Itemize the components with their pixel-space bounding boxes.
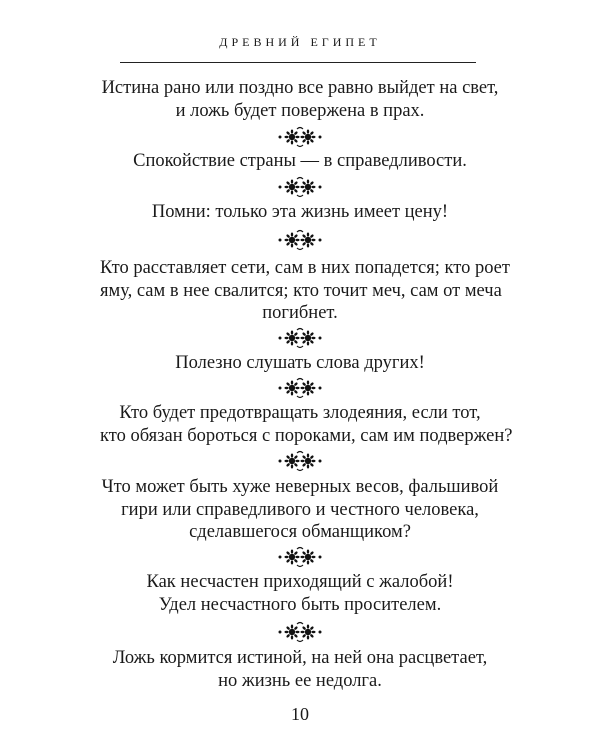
quote-line: гири или справедливого и честного человека,	[121, 499, 479, 520]
quote-6	[100, 402, 513, 447]
quote-line: погибнет.	[262, 303, 338, 323]
quote-3	[100, 201, 500, 224]
page-number: 10	[291, 704, 309, 724]
quote-5	[100, 352, 500, 375]
quote-4	[100, 257, 510, 325]
quote-line: Как несчастен приходящий с жалобой!	[146, 572, 454, 592]
quote-2	[100, 150, 500, 173]
quote-line: и ложь будет повержена в прах.	[175, 100, 425, 121]
quote-line: сделавшегося обманщиком?	[189, 522, 411, 542]
quote-line: Что может быть хуже неверных весов, фальшивой	[101, 477, 499, 497]
quote-8	[100, 571, 500, 616]
quote-line: яму, сам в нее свалится; кто точит меч, сам от меча	[100, 280, 502, 301]
quote-line: но жизнь ее недолга.	[218, 670, 382, 691]
quote-line: Спокойствие страны — в справедливости.	[133, 151, 467, 171]
quote-line: Кто расставляет сети, сам в них попадется; кто роет	[100, 258, 510, 278]
floral-ornament-icon	[276, 126, 324, 148]
floral-ornament-icon	[276, 377, 324, 399]
floral-ornament-icon	[276, 229, 324, 251]
running-header: ДРЕВНИЙ ЕГИПЕТ	[219, 35, 381, 49]
quote-line: Полезно слушать слова других!	[175, 353, 425, 373]
quote-line: Ложь кормится истиной, на ней она расцветает,	[112, 648, 488, 668]
quote-9	[100, 647, 500, 692]
floral-ornament-icon	[276, 621, 324, 643]
floral-ornament-icon	[276, 176, 324, 198]
quote-line: Помни: только эта жизнь имеет цену!	[151, 202, 449, 222]
header-rule	[120, 62, 476, 63]
floral-ornament-icon	[276, 450, 324, 472]
quote-line: Кто будет предотвращать злодеяния, если тот,	[119, 403, 481, 423]
quote-1	[100, 77, 500, 122]
floral-ornament-icon	[276, 327, 324, 349]
quote-line: Истина рано или поздно все равно выйдет на свет,	[101, 78, 499, 98]
quote-line: Удел несчастного быть просителем.	[158, 594, 442, 615]
floral-ornament-icon	[276, 546, 324, 568]
quote-line: кто обязан бороться с пороками, сам им подвержен?	[100, 425, 513, 446]
quote-7	[100, 476, 500, 544]
